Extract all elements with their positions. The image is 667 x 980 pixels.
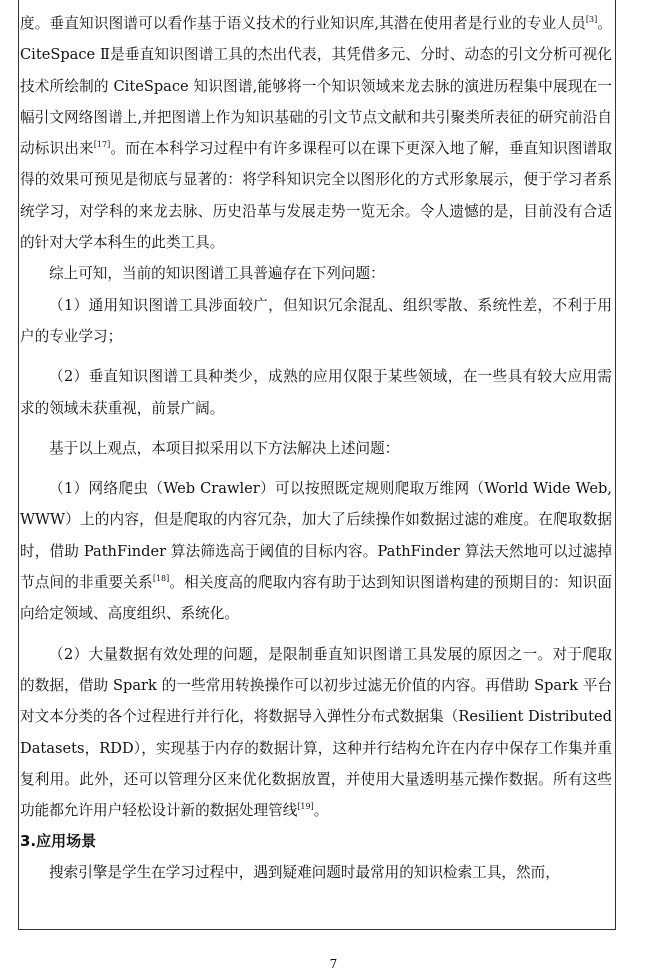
- method-2: （2）大量数据有效处理的问题，是限制垂直知识图谱工具发展的原因之一。对于爬取的数据，借助 Spark 的一些常用转换操作可以初步过滤无价值的内容。再借助 Spark 平台对文本分类的各个过程进行并行化，将数据导入弹性分布式数据集（Resilient Distributed Datasets，RDD），实现基于内存的数据计算，这种并行结构允许在内存中保存工作集并重复利用。此外，还可以管理分区来优化数据放置，并使用大量透明基元操作数据。所有这些功能都允许用户轻松设计新的数据处理管线[19]。: [20, 645, 612, 820]
- paragraph-1: 度。垂直知识图谱可以看作基于语义技术的行业知识库,其潜在使用者是行业的专业人员[3]。CiteSpace Ⅱ是垂直知识图谱工具的杰出代表，其凭借多元、分时、动态的引文分析可视化技术所绘制的 CiteSpace 知识图谱,能够将一个知识领域来龙去脉的演进历程集中展现在一幅引文网络图谱上,并把图谱上作为知识基础的引文节点文献和共引聚类所表征的研究前沿自动标识出来[17]。而在本科学习过程中有许多课程可以在课下更深入地了解，垂直知识图谱取得的效果可预见是彻底与显著的：将学科知识完全以图形化的方式形象展示，便于学习者系统学习，对学科的来龙去脉、历史沿革与发展走势一览无余。令人遗憾的是，目前没有合适的针对大学本科生的此类工具。: [20, 15, 612, 252]
- problem-2: （2）垂直知识图谱工具种类少，成熟的应用仅限于某些领域，在一些具有较大应用需求的领域未获重视，前景广阔。: [20, 368, 612, 417]
- document-body: [20, 8, 612, 889]
- page-number: 7: [329, 957, 338, 971]
- paragraph-search: 搜索引擎是学生在学习过程中，遇到疑难问题时最常用的知识检索工具，然而，: [49, 864, 560, 882]
- citation-ref: [19]: [297, 802, 314, 812]
- method-1: （1）网络爬虫（Web Crawler）可以按照既定规则爬取万维网（World Wide Web, WWW）上的内容，但是爬取的内容冗杂，加大了后续操作如数据过滤的难度。在爬取数据时，借助 PathFinder 算法筛选高于阈值的目标内容。PathFinder 算法天然地可以过滤掉节点间的非重要关系[18]。相关度高的爬取内容有助于达到知识图谱构建的预期目的：知识面向给定领域、高度组织、系统化。: [20, 480, 612, 623]
- citation-ref: [17]: [93, 140, 111, 150]
- section-heading: 3.应用场景: [20, 832, 97, 851]
- paragraph-approach: 基于以上观点，本项目拟采用以下方法解决上述问题：: [49, 439, 400, 457]
- citation-ref: [18]: [152, 574, 170, 584]
- citation-ref: [3]: [585, 15, 598, 25]
- problem-1: （1）通用知识图谱工具涉面较广，但知识冗余混乱、组织零散、系统性差，不利于用户的专业学习；: [20, 296, 612, 345]
- paragraph-summary: 综上可知，当前的知识图谱工具普遍存在下列问题：: [49, 265, 385, 283]
